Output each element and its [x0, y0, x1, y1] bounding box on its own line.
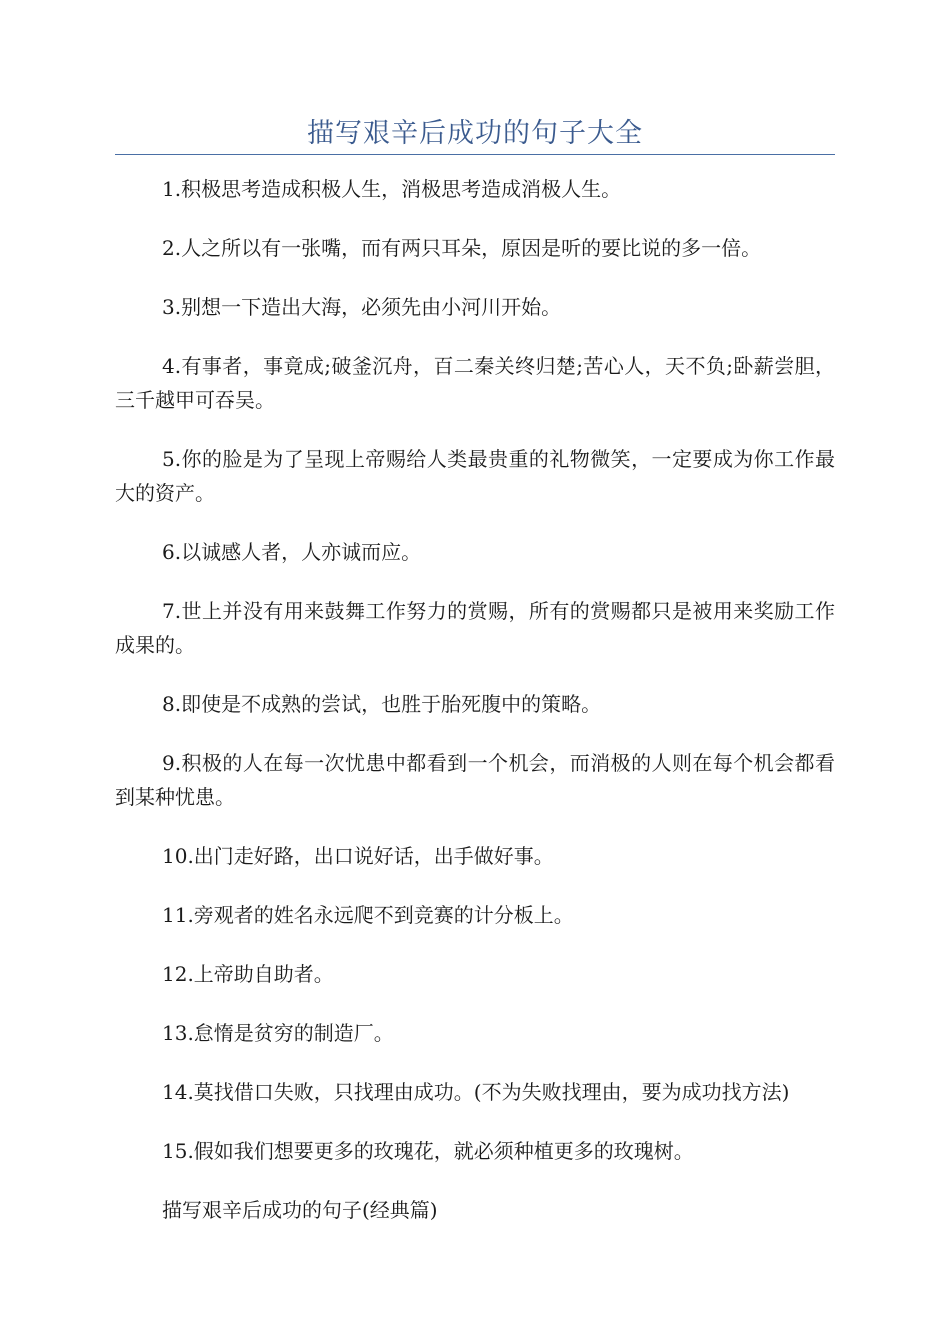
section-heading: 描写艰辛后成功的句子(经典篇) [162, 1198, 438, 1222]
paragraph-3: 3.别想一下造出大海，必须先由小河川开始。 [162, 295, 562, 319]
paragraph-9: 9.积极的人在每一次忧患中都看到一个机会，而消极的人则在每个机会都看到某种忧患。 [115, 751, 835, 809]
document-body [115, 172, 835, 1252]
document-title: 描写艰辛后成功的句子大全 [307, 118, 643, 149]
paragraph-10: 10.出门走好路，出口说好话，出手做好事。 [162, 844, 554, 868]
paragraph-15: 15.假如我们想要更多的玫瑰花，就必须种植更多的玫瑰树。 [162, 1139, 694, 1163]
paragraph-1: 1.积极思考造成积极人生，消极思考造成消极人生。 [162, 177, 622, 201]
paragraph-6: 6.以诚感人者，人亦诚而应。 [162, 540, 422, 564]
paragraph-11: 11.旁观者的姓名永远爬不到竞赛的计分板上。 [162, 903, 574, 927]
paragraph-14: 14.莫找借口失败，只找理由成功。(不为失败找理由，要为成功找方法) [162, 1080, 790, 1104]
paragraph-5: 5.你的脸是为了呈现上帝赐给人类最贵重的礼物微笑，一定要成为你工作最大的资产。 [115, 447, 835, 505]
paragraph-7: 7.世上并没有用来鼓舞工作努力的赏赐，所有的赏赐都只是被用来奖励工作成果的。 [115, 599, 835, 657]
paragraph-2: 2.人之所以有一张嘴，而有两只耳朵，原因是听的要比说的多一倍。 [162, 236, 762, 260]
paragraph-8: 8.即使是不成熟的尝试，也胜于胎死腹中的策略。 [162, 692, 602, 716]
paragraph-13: 13.怠惰是贫穷的制造厂。 [162, 1021, 394, 1045]
paragraph-12: 12.上帝助自助者。 [162, 962, 334, 986]
title-underline [115, 154, 835, 155]
paragraph-4: 4.有事者，事竟成;破釜沉舟，百二秦关终归楚;苦心人，天不负;卧薪尝胆，三千越甲可吞吴。 [115, 354, 835, 412]
